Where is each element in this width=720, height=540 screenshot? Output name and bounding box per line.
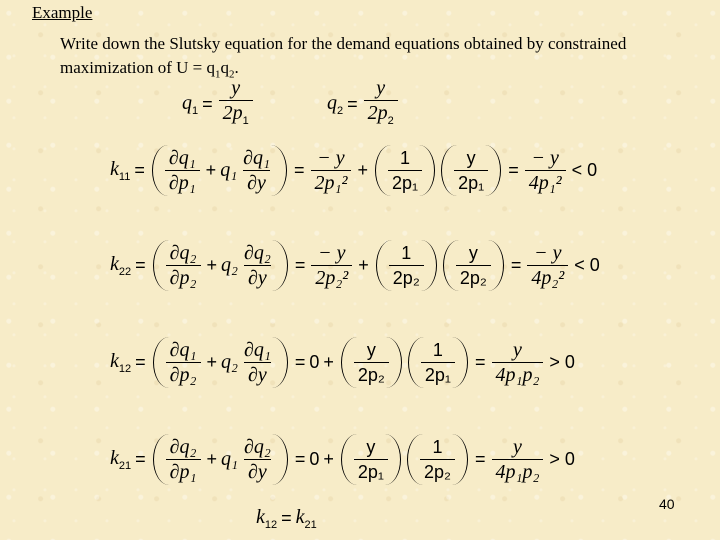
demand-q1-equation: $q_1$ = $\frac{y}{2p_1}$ bbox=[182, 78, 255, 131]
page-number: 40 bbox=[659, 496, 675, 512]
intro-subscript-2: 2 bbox=[229, 68, 235, 81]
slide-heading: Example bbox=[32, 3, 93, 22]
q1-fraction: $\frac{y}{2p_1}$ bbox=[219, 78, 253, 131]
demand-q2-equation: $q_2$ = $\frac{y}{2p_2}$ bbox=[327, 78, 400, 131]
symmetry-equation: $k_{12}$ = $k_{21}$ bbox=[256, 506, 317, 531]
k21-equation: $k_{21}$ = $\frac{\text{∂q₂}}{\text{∂p₁}}$ + q₁ $\frac{\text{∂q₂}}{\partial y}$ = 0 + $\frac{y}{\text{2p₁}}$ $\frac{1}{\text{2p₂}}$ = $\frac{y}{\text{4p₁p₂}}$ > 0 bbox=[110, 436, 575, 483]
q2-lhs: $q_2$ bbox=[327, 92, 344, 117]
q2-fraction: $\frac{y}{2p_2}$ bbox=[364, 78, 398, 131]
q1-lhs: $q_1$ bbox=[182, 92, 199, 117]
intro-sentence: Write down the Slutsky equation for the demand equations obtained by constrained maximization of U = q bbox=[60, 34, 627, 77]
k22-equation: $k_{22}$ = $\frac{\text{∂q₂}}{\text{∂p₂}}$ + q₂ $\frac{\text{∂q₂}}{\partial y}$ = $\frac{- y}{\text{2p₂²}}$ + $\frac{1}{\text{2p₂}}$ $\frac{y}{\text{2p₂}}$ = $\frac{- y}{\text{4p₂²}}$ < 0 bbox=[110, 242, 600, 289]
intro-end: . bbox=[234, 58, 239, 77]
intro-subscript-1: 1 bbox=[215, 68, 221, 81]
k11-equation: $k_{11}$ = $\frac{\text{∂q₁}}{\text{∂p₁}}$ + q₁ $\frac{\text{∂q₁}}{\partial y}$ = $\frac{- y}{\text{2p₁²}}$ + $\frac{1}{\text{2p₁}}$ $\frac{y}{\text{2p₁}}$ = $\frac{- y}{\text{4p₁²}}$ < 0 bbox=[110, 147, 598, 194]
k12-equation: $k_{12}$ = $\frac{\text{∂q₁}}{\text{∂p₂}}$ + q₂ $\frac{\text{∂q₁}}{\partial y}$ = 0 + $\frac{y}{\text{2p₂}}$ $\frac{1}{\text{2p₁}}$ = $\frac{y}{\text{4p₁p₂}}$ > 0 bbox=[110, 339, 575, 386]
intro-q2: q bbox=[220, 58, 230, 77]
